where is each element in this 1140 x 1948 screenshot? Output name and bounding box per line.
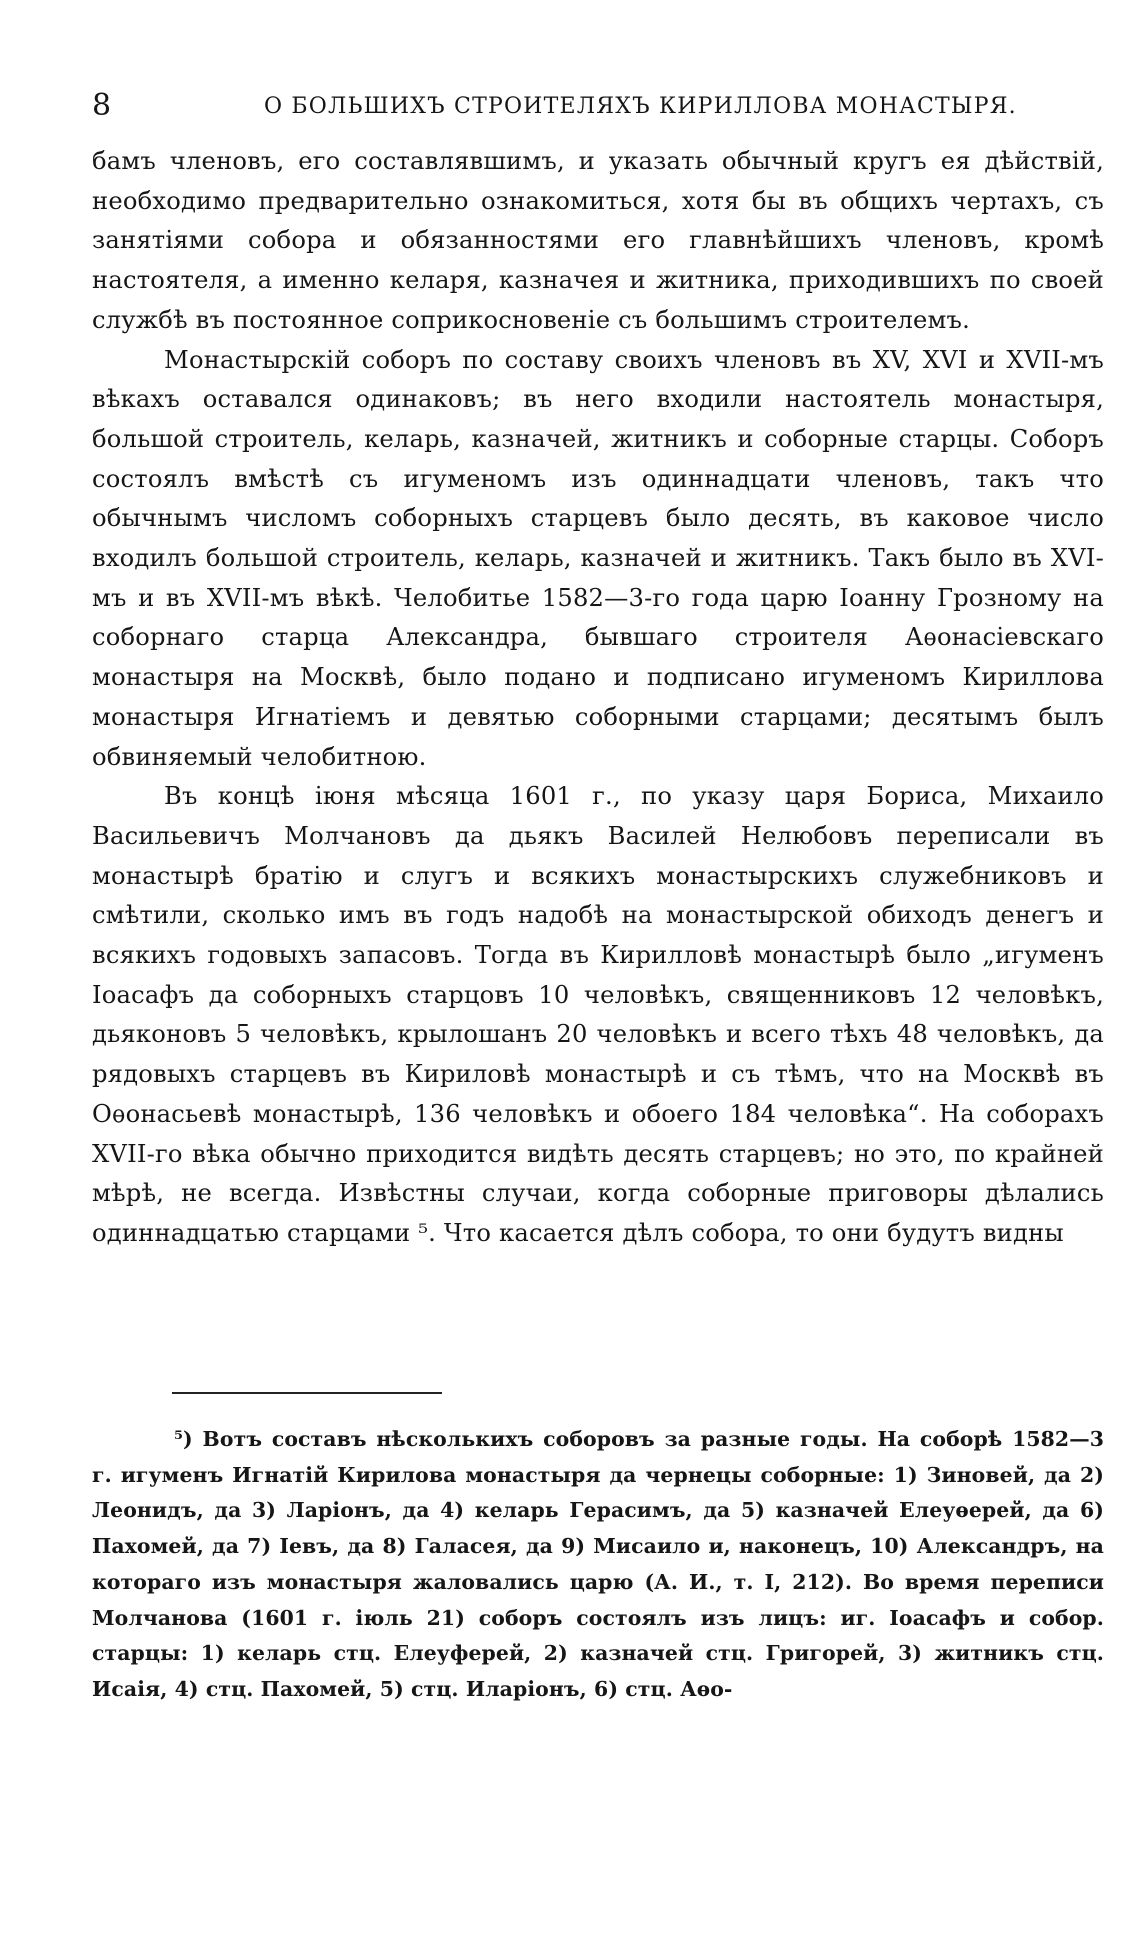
footnote-5: ⁵) Вотъ составъ нѣсколькихъ соборовъ за разные годы. На соборѣ 1582—3 г. игуменъ Игнатій Кирилова монастыря да чернецы соборные: 1) Зиновей, да 2) Леонидъ, да 3) Ларіонъ, да 4) келарь Герасимъ, да 5) казначей Елеуѳерей, да 6) Пахомей, да 7) Іевъ, да 8) Галасея, да 9) Мисаило и, наконецъ, 10) Александръ, на котораго изъ монастыря жаловались царю (А. И., т. I, 212). Во время переписи Молчанова (1601 г. іюль 21) соборъ состоялъ изъ лицъ: иг. Іоасафъ и собор. старцы: 1) келарь стц. Елеуферей, 2) казначей стц. Григорей, 3) житникъ стц. Исаія, 4) стц. Пахомей, 5) стц. Иларіонъ, 6) стц. Аѳо- (92, 1427, 1104, 1701)
paragraph-census-1601 (92, 777, 1104, 1253)
footnote-reference-5: ⁵. Что касается дѣлъ собора, то они будутъ видны (418, 1218, 1064, 1247)
page-header (92, 86, 1102, 126)
footnotes (92, 1422, 1104, 1708)
running-title: О БОЛЬШИХЪ СТРОИТЕЛЯХЪ КИРИЛЛОВА МОНАСТЫРЯ. (264, 94, 1017, 119)
paragraph-sobor-composition: Монастырскій соборъ по составу своихъ членовъ въ XV, XVI и XVII-мъ вѣкахъ оставался одинаковъ; въ него входили настоятель монастыря, большой строитель, келарь, казначей, житникъ и соборные старцы. Соборъ состоялъ вмѣстѣ съ игуменомъ изъ одиннадцати членовъ, такъ что обычнымъ числомъ соборныхъ старцевъ было десять, въ каковое число входилъ большой строитель, келарь, казначей и житникъ. Такъ было въ XVI-мъ и въ XVII-мъ вѣкѣ. Челобитье 1582—3-го года царю Іоанну Грозному на соборнаго старца Александра, бывшаго строителя Аѳонасіевскаго монастыря на Москвѣ, было подано и подписано игуменомъ Кириллова монастыря Игнатіемъ и девятью соборными старцами; десятымъ былъ обвиняемый челобитною. (92, 345, 1104, 771)
main-text (92, 142, 1104, 1254)
paragraph-census-text: Въ концѣ іюня мѣсяца 1601 г., по указу царя Бориса, Михаило Васильевичъ Молчановъ да дьякъ Василей Нелюбовъ переписали въ монастырѣ братію и слугъ и всякихъ монастырскихъ служебниковъ и смѣтили, сколько имъ въ годъ надобѣ на монастырской обиходъ денегъ и всякихъ годовыхъ запасовъ. Тогда въ Кирилловѣ монастырѣ было „игуменъ Іоасафъ да соборныхъ старцовъ 10 человѣкъ, священниковъ 12 человѣкъ, дьяконовъ 5 человѣкъ, крылошанъ 20 человѣкъ и всего тѣхъ 48 человѣкъ, да рядовыхъ старцевъ въ Кириловѣ монастырѣ и съ тѣмъ, что на Москвѣ въ Оѳонасьевѣ монастырѣ, 136 человѣкъ и обоего 184 человѣка“. На соборахъ XVII-го вѣка обычно приходится видѣть десять старцевъ; но это, по крайней мѣрѣ, не всегда. Извѣстны случаи, когда соборные приговоры дѣлались одиннадцатью старцами (92, 782, 1104, 1247)
paragraph-continued: бамъ членовъ, его составлявшимъ, и указать обычный кругъ ея дѣйствій, необходимо предварительно ознакомиться, хотя бы въ общихъ чертахъ, съ занятіями собора и обязанностями его главнѣйшихъ членовъ, кромѣ настоятеля, а именно келаря, казначея и житника, приходившихъ по своей службѣ въ постоянное соприкосновеніе съ большимъ строителемъ. (92, 147, 1104, 334)
footnote-divider (172, 1392, 442, 1394)
page-number: 8 (92, 88, 112, 123)
